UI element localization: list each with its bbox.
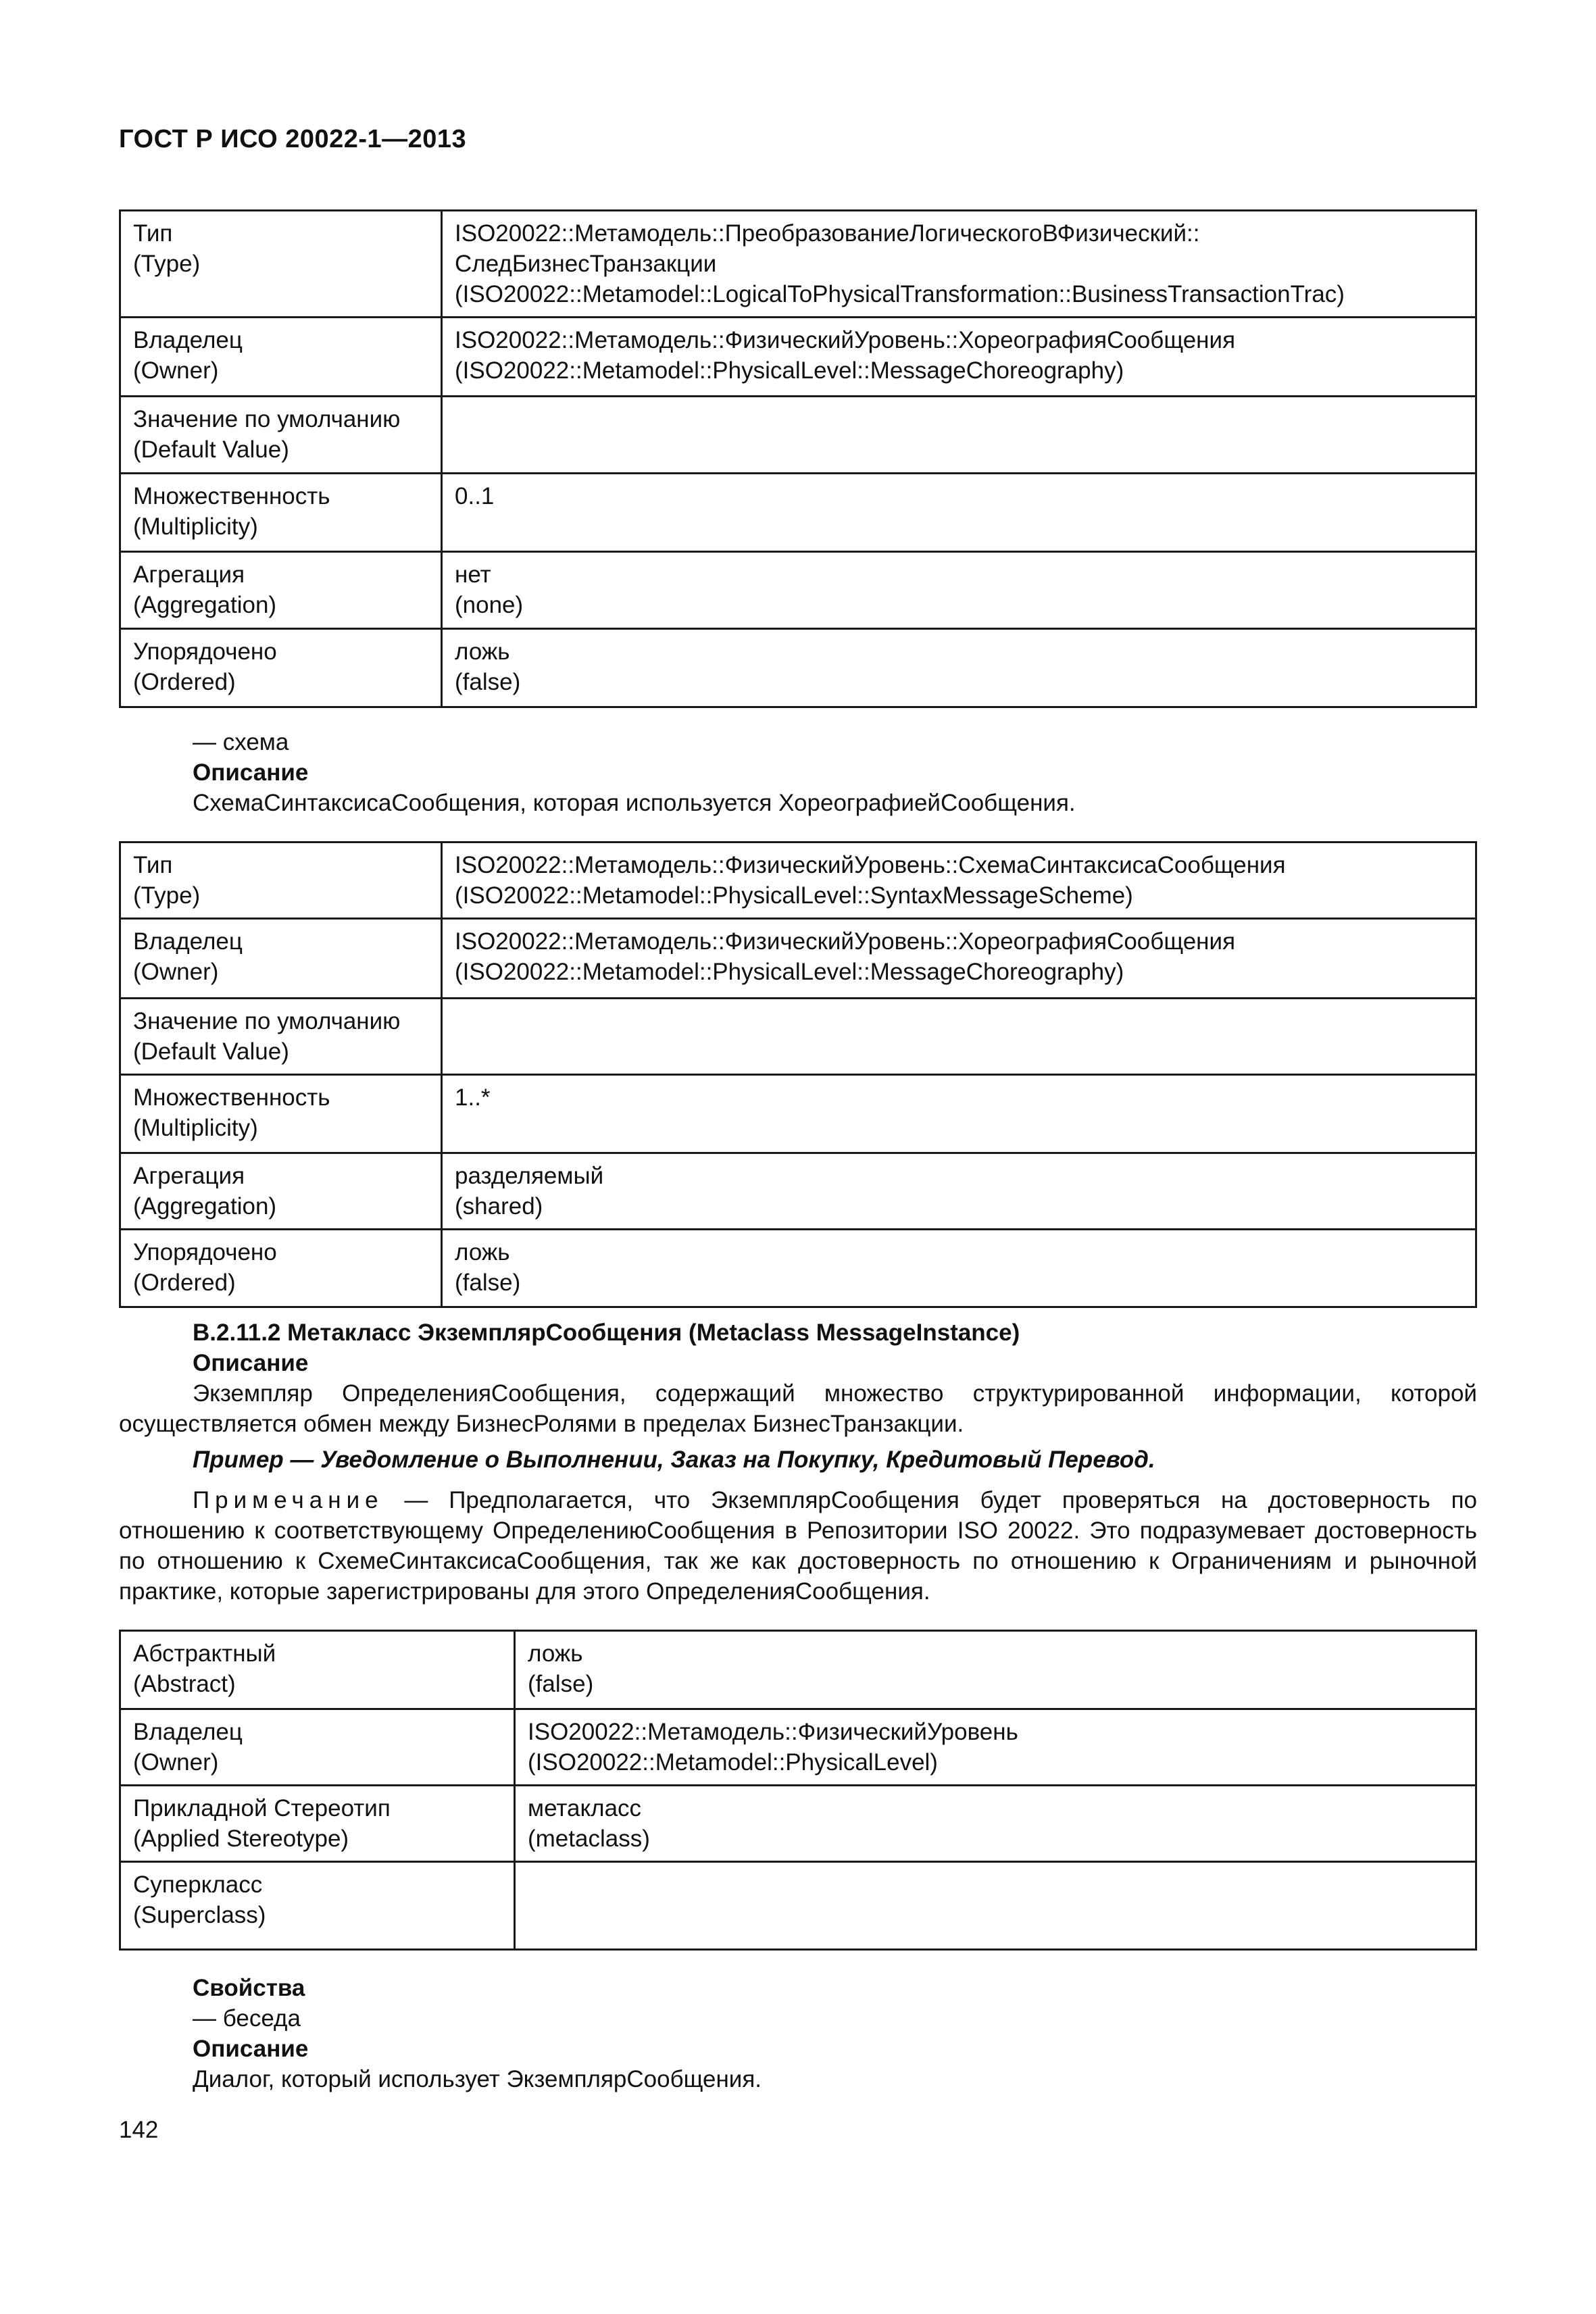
- key-label: Множественность: [133, 1084, 330, 1111]
- table-row: [120, 474, 1476, 552]
- table-row: [120, 211, 1476, 318]
- key-cell: [120, 318, 442, 397]
- table-row: [120, 1075, 1476, 1153]
- value-line: СледБизнесТранзакции: [455, 251, 717, 277]
- example-text: Пример — Уведомление о Выполнении, Заказ на Покупку, Кредитовый Перевод.: [193, 1447, 1155, 1473]
- key-cell: [120, 1075, 442, 1153]
- value-cell: [442, 919, 1476, 999]
- value-cell: [515, 1631, 1476, 1709]
- key-label: Владелец: [133, 327, 243, 353]
- value-line: метакласс: [528, 1795, 642, 1821]
- attribute-table-choreography: [119, 209, 1477, 708]
- value-cell: [442, 842, 1476, 919]
- key-label: Значение по умолчанию: [133, 406, 401, 432]
- key-label-en: (Ordered): [133, 1269, 236, 1296]
- table-row: [120, 919, 1476, 999]
- properties-heading: Свойства: [193, 1975, 305, 2001]
- table-row: [120, 552, 1476, 629]
- list-item-schema: — схема: [193, 729, 289, 755]
- table-row: [120, 999, 1476, 1075]
- value-line: 0..1: [455, 483, 495, 509]
- key-label: Владелец: [133, 928, 243, 955]
- key-label: Упорядочено: [133, 1239, 277, 1265]
- value-cell: [442, 629, 1476, 707]
- key-cell: [120, 1153, 442, 1230]
- value-cell: [515, 1862, 1476, 1950]
- value-line: нет: [455, 561, 491, 588]
- value-line: (none): [455, 592, 524, 618]
- key-cell: [120, 474, 442, 552]
- key-label-en: (Superclass): [133, 1902, 266, 1928]
- value-cell: [442, 318, 1476, 397]
- key-cell: [120, 1230, 442, 1307]
- value-cell: [442, 1230, 1476, 1307]
- value-cell: [442, 552, 1476, 629]
- table-row: [120, 397, 1476, 474]
- key-label-en: (Default Value): [133, 436, 289, 463]
- description-text: Диалог, который использует ЭкземплярСообщения.: [193, 2066, 762, 2092]
- key-cell: [120, 397, 442, 474]
- description-heading: Описание: [193, 2036, 309, 2062]
- key-label-en: (Owner): [133, 357, 219, 384]
- value-cell: [442, 1075, 1476, 1153]
- key-cell: [120, 919, 442, 999]
- value-cell: [442, 211, 1476, 318]
- table-row: [120, 842, 1476, 919]
- value-line: (ISO20022::Metamodel::PhysicalLevel): [528, 1749, 938, 1776]
- key-label-en: (Abstract): [133, 1671, 236, 1697]
- value-line: (ISO20022::Metamodel::PhysicalLevel::MessageChoreography): [455, 357, 1124, 384]
- key-label-en: (Aggregation): [133, 592, 277, 618]
- value-line: (false): [528, 1671, 594, 1697]
- key-cell: [120, 1709, 515, 1786]
- description-paragraph: Экземпляр ОпределенияСообщения, содержащий множество структурированной информации, которой осуществляется обмен между БизнесРолями в пределах БизнесТранзакции.: [119, 1380, 1477, 1437]
- key-label-en: (Type): [133, 882, 201, 909]
- list-item-conversation: — беседа: [193, 2005, 301, 2032]
- table-row: [120, 1153, 1476, 1230]
- table-row: [120, 1862, 1476, 1950]
- key-label-en: (Ordered): [133, 669, 236, 695]
- key-label-en: (Owner): [133, 1749, 219, 1776]
- value-cell: [442, 474, 1476, 552]
- key-label: Тип: [133, 852, 173, 878]
- key-label: Суперкласс: [133, 1871, 263, 1898]
- attribute-table-metaclass: [119, 1630, 1477, 1951]
- value-line: (ISO20022::Metamodel::PhysicalLevel::SyntaxMessageScheme): [455, 882, 1133, 909]
- value-cell: [442, 397, 1476, 474]
- key-cell: [120, 211, 442, 318]
- value-line: (false): [455, 669, 521, 695]
- key-label-en: (Aggregation): [133, 1193, 277, 1219]
- note-text: — Предполагается, что ЭкземплярСообщения будет проверяться на достоверность по отношению к соответствующему ОпределениюСообщения в Репозитории ISO 20022. Это подразумевает достоверность по отношению к СхемеСинтаксисаСообщения, так же как достоверность по отношению к Ограничениям и рыночной практике, которые зарегистрированы для этого ОпределенияСообщения.: [119, 1487, 1477, 1605]
- value-line: (shared): [455, 1193, 543, 1219]
- key-cell: [120, 1786, 515, 1862]
- note-paragraph: [119, 1485, 1477, 1607]
- value-line: (metaclass): [528, 1826, 650, 1852]
- value-line: ISO20022::Метамодель::ФизическийУровень::СхемаСинтаксисаСообщения: [455, 852, 1286, 878]
- key-cell: [120, 1862, 515, 1950]
- value-line: ISO20022::Метамодель::ПреобразованиеЛогическогоВФизический::: [455, 220, 1200, 247]
- key-cell: [120, 999, 442, 1075]
- table-row: [120, 1631, 1476, 1709]
- key-label-en: (Type): [133, 251, 201, 277]
- value-line: ложь: [455, 1239, 510, 1265]
- key-label-en: (Multiplicity): [133, 1115, 258, 1141]
- description-heading: Описание: [193, 759, 309, 786]
- table-row: [120, 629, 1476, 707]
- description-heading: Описание: [193, 1350, 309, 1376]
- value-cell: [442, 1153, 1476, 1230]
- table-row: [120, 1709, 1476, 1786]
- value-line: (ISO20022::Metamodel::LogicalToPhysicalTransformation::BusinessTransactionTrac): [455, 281, 1345, 307]
- value-line: (ISO20022::Metamodel::PhysicalLevel::MessageChoreography): [455, 959, 1124, 985]
- value-cell: [442, 999, 1476, 1075]
- value-line: разделяемый: [455, 1163, 604, 1189]
- value-cell: [515, 1709, 1476, 1786]
- key-label: Прикладной Стереотип: [133, 1795, 391, 1821]
- value-line: 1..*: [455, 1084, 491, 1111]
- table-row: [120, 1786, 1476, 1862]
- key-label: Множественность: [133, 483, 330, 509]
- key-cell: [120, 1631, 515, 1709]
- value-line: ISO20022::Метамодель::ФизическийУровень::ХореографияСообщения: [455, 327, 1236, 353]
- key-label-en: (Multiplicity): [133, 513, 258, 540]
- key-label: Владелец: [133, 1719, 243, 1745]
- value-line: ISO20022::Метамодель::ФизическийУровень::ХореографияСообщения: [455, 928, 1236, 955]
- key-label-en: (Applied Stereotype): [133, 1826, 349, 1852]
- value-line: ложь: [528, 1640, 583, 1667]
- key-label: Абстрактный: [133, 1640, 276, 1667]
- key-label: Упорядочено: [133, 638, 277, 665]
- document-header: ГОСТ Р ИСО 20022-1—2013: [119, 125, 467, 153]
- key-label: Агрегация: [133, 1163, 245, 1189]
- section-heading: В.2.11.2 Метакласс ЭкземплярСообщения (Metaclass MessageInstance): [193, 1319, 1020, 1346]
- value-line: ложь: [455, 638, 510, 665]
- key-label: Агрегация: [133, 561, 245, 588]
- value-cell: [515, 1786, 1476, 1862]
- key-cell: [120, 629, 442, 707]
- note-label: Примечание: [193, 1487, 384, 1513]
- value-line: (false): [455, 1269, 521, 1296]
- attribute-table-schema: [119, 841, 1477, 1308]
- key-label-en: (Owner): [133, 959, 219, 985]
- page-number: 142: [119, 2117, 159, 2143]
- table-row: [120, 318, 1476, 397]
- key-cell: [120, 552, 442, 629]
- key-cell: [120, 842, 442, 919]
- key-label-en: (Default Value): [133, 1038, 289, 1065]
- value-line: ISO20022::Метамодель::ФизическийУровень: [528, 1719, 1018, 1745]
- key-label: Значение по умолчанию: [133, 1008, 401, 1034]
- key-label: Тип: [133, 220, 173, 247]
- description-text: СхемаСинтаксисаСообщения, которая используется ХореографиейСообщения.: [193, 790, 1076, 816]
- table-row: [120, 1230, 1476, 1307]
